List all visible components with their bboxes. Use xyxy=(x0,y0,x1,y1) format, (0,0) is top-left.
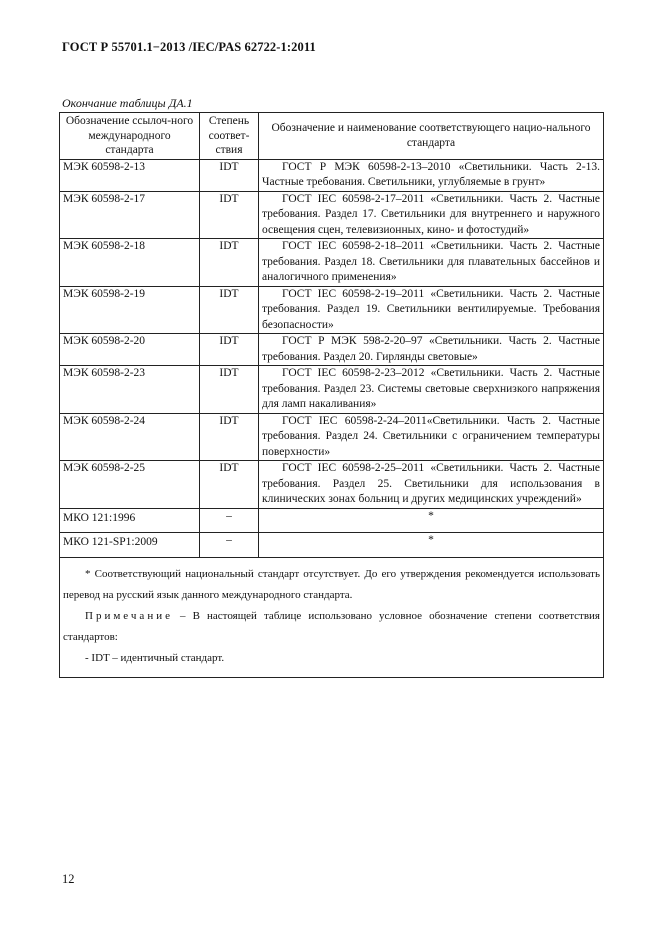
national-standard-cell: ГОСТ IEC 60598-2-25–2011 «Светильники. Часть 2. Частные требования. Раздел 25. Светильники для использования в клинических зонах больниц и других медицинских учреждений» xyxy=(259,461,604,509)
national-standard-cell: ГОСТ IEC 60598-2-23–2012 «Светильники. Часть 2. Частные требования. Раздел 23. Системы световые сверхнизкого напряжения для ламп накаливания» xyxy=(259,366,604,414)
page-number: 12 xyxy=(62,872,75,886)
header-ref-standard: Обозначение ссылоч-ного международного стандарта xyxy=(60,113,200,160)
national-standard-cell: * xyxy=(259,508,604,533)
ref-standard-cell: МЭК 60598-2-20 xyxy=(60,334,200,366)
degree-cell: – xyxy=(200,508,259,533)
degree-cell: IDT xyxy=(200,461,259,509)
national-standard-cell: ГОСТ Р МЭК 60598-2-13–2010 «Светильники. Часть 2-13. Частные требования. Светильники, углубляемые в грунт» xyxy=(259,159,604,191)
ref-standard-cell: МЭК 60598-2-19 xyxy=(60,286,200,334)
degree-cell: IDT xyxy=(200,334,259,366)
ref-standard-cell: МЭК 60598-2-18 xyxy=(60,239,200,287)
national-standard-cell: ГОСТ IEC 60598-2-24–2011«Светильники. Часть 2. Частные требования. Раздел 24. Светильники с ограничением температуры поверхности» xyxy=(259,413,604,461)
national-standard-cell: * xyxy=(259,533,604,558)
table-row xyxy=(60,461,604,509)
document-header: ГОСТ Р 55701.1−2013 /IEC/PAS 62722-1:2011 xyxy=(62,40,316,54)
remark-label: Примечание xyxy=(85,609,173,622)
table-row xyxy=(60,334,604,366)
table-row xyxy=(60,239,604,287)
degree-cell: IDT xyxy=(200,159,259,191)
table-row xyxy=(60,366,604,414)
national-standard-cell: ГОСТ IEC 60598-2-17–2011 «Светильники. Часть 2. Частные требования. Раздел 17. Светильники для внутреннего и наружного освещения сцен, телевизионных, кино- и фотостудий» xyxy=(259,191,604,239)
ref-standard-cell: МЭК 60598-2-23 xyxy=(60,366,200,414)
table-header-row xyxy=(60,113,604,160)
table-row xyxy=(60,413,604,461)
table-caption: Окончание таблицы ДА.1 xyxy=(62,96,193,110)
table-row xyxy=(60,286,604,334)
table-row xyxy=(60,191,604,239)
ref-standard-cell: МЭК 60598-2-17 xyxy=(60,191,200,239)
correspondence-table xyxy=(59,112,604,678)
table-notes xyxy=(60,557,604,677)
degree-cell: IDT xyxy=(200,413,259,461)
remark-note xyxy=(63,606,600,648)
header-national-standard: Обозначение и наименование соответствующего нацио-нального стандарта xyxy=(259,113,604,160)
ref-standard-cell: МЭК 60598-2-13 xyxy=(60,159,200,191)
degree-cell: IDT xyxy=(200,366,259,414)
degree-cell: IDT xyxy=(200,191,259,239)
remark-text: – В настоящей таблице использовано условное обозначение степени соответствия стандартов: xyxy=(63,609,600,643)
idt-definition: - IDT – идентичный стандарт. xyxy=(85,651,225,664)
ref-standard-cell: МЭК 60598-2-25 xyxy=(60,461,200,509)
national-standard-cell: ГОСТ IEC 60598-2-18–2011 «Светильники. Часть 2. Частные требования. Раздел 18. Светильники для плавательных бассейнов и аналогичного применения» xyxy=(259,239,604,287)
table-row xyxy=(60,508,604,533)
table-row xyxy=(60,533,604,558)
ref-standard-cell: МКО 121:1996 xyxy=(60,508,200,533)
degree-cell: IDT xyxy=(200,239,259,287)
table-row xyxy=(60,159,604,191)
ref-standard-cell: МЭК 60598-2-24 xyxy=(60,413,200,461)
national-standard-cell: ГОСТ Р МЭК 598-2-20–97 «Светильники. Часть 2. Частные требования. Раздел 20. Гирлянды световые» xyxy=(259,334,604,366)
notes-row xyxy=(60,557,604,677)
degree-cell: – xyxy=(200,533,259,558)
national-standard-cell: ГОСТ IEC 60598-2-19–2011 «Светильники. Часть 2. Частные требования. Раздел 19. Светильники вентилируемые. Требования безопасности» xyxy=(259,286,604,334)
degree-cell: IDT xyxy=(200,286,259,334)
header-degree: Степень соответ-ствия xyxy=(200,113,259,160)
ref-standard-cell: МКО 121-SP1:2009 xyxy=(60,533,200,558)
asterisk-note: * Соответствующий национальный стандарт отсутствует. До его утверждения рекомендуется использовать перевод на русский язык данного международного стандарта. xyxy=(63,567,600,601)
